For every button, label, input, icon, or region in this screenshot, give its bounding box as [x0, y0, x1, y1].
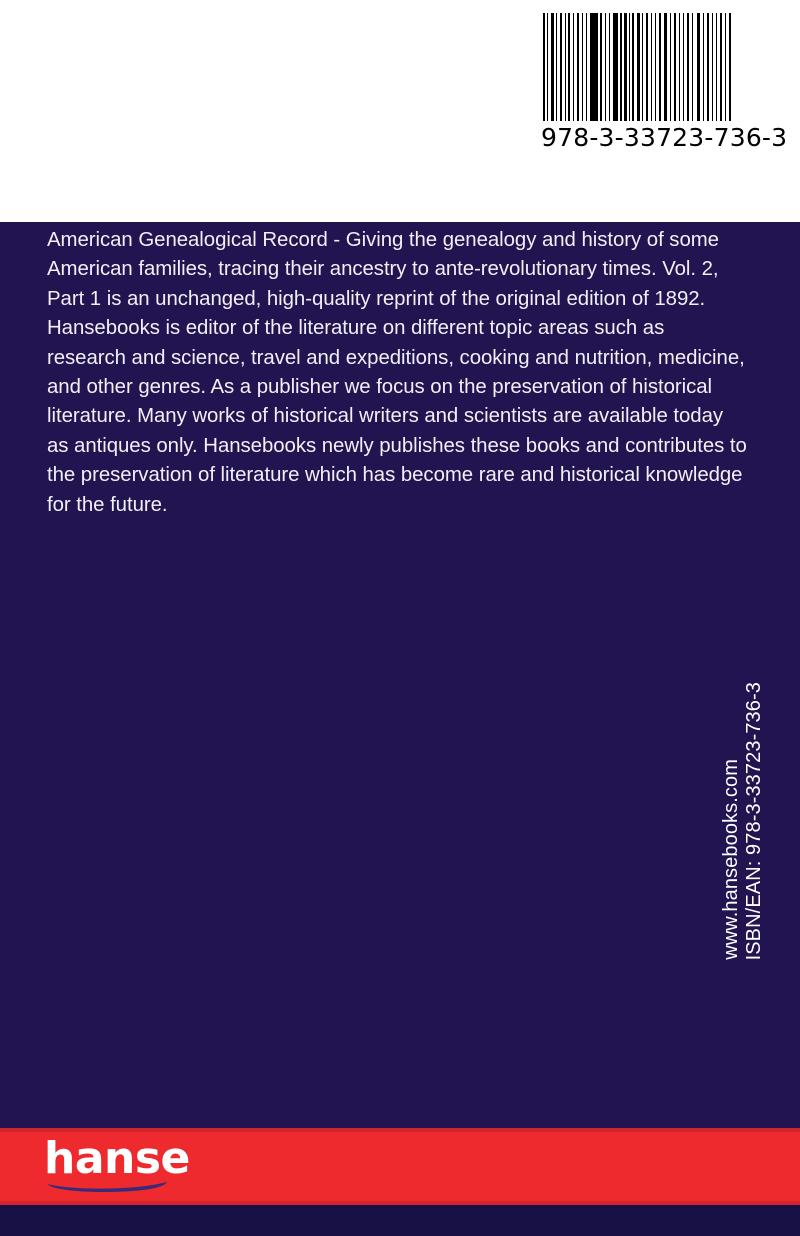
blurb-paragraph-book: American Genealogical Record - Giving the genealogy and history of some American families, tracing their ancestry to ante-revolutionary times. Vol. 2, Part 1 is an unchanged, high-quality reprint of the original edition of 1892.: [47, 229, 719, 310]
barcode-zone: [0, 0, 800, 222]
hanse-logo: [44, 1133, 190, 1198]
isbn-ean-label: ISBN/EAN: 978-3-33723-736-3: [743, 681, 765, 960]
blurb-paragraph-publisher: Hansebooks is editor of the literature on different topic areas such as research and science, travel and expeditions, cooking and nutrition, medicine, and other genres. As a publisher we focus on the preservation of historical literature. Many works of historical writers and scientists are available today as antiques only. Hansebooks newly publishes these books and contributes to the preservation of literature which has become rare and historical knowledge for the future.: [47, 317, 747, 516]
barcode-icon: [541, 13, 735, 121]
red-band-top-edge: [0, 1128, 800, 1132]
barcode-block: [541, 13, 788, 152]
blurb-text: [47, 226, 747, 520]
website-label[interactable]: www.hansebooks.com: [720, 759, 742, 960]
vertical-info-block: [721, 640, 764, 960]
barcode-number: 978-3-33723-736-3: [541, 123, 788, 152]
hanse-logo-wordmark: hanse: [44, 1133, 190, 1184]
logo-swoosh-icon: [46, 1180, 168, 1192]
footer-red-band: [0, 1128, 800, 1205]
main-navy-panel: [0, 222, 800, 1128]
bottom-navy-strip: [0, 1205, 800, 1236]
